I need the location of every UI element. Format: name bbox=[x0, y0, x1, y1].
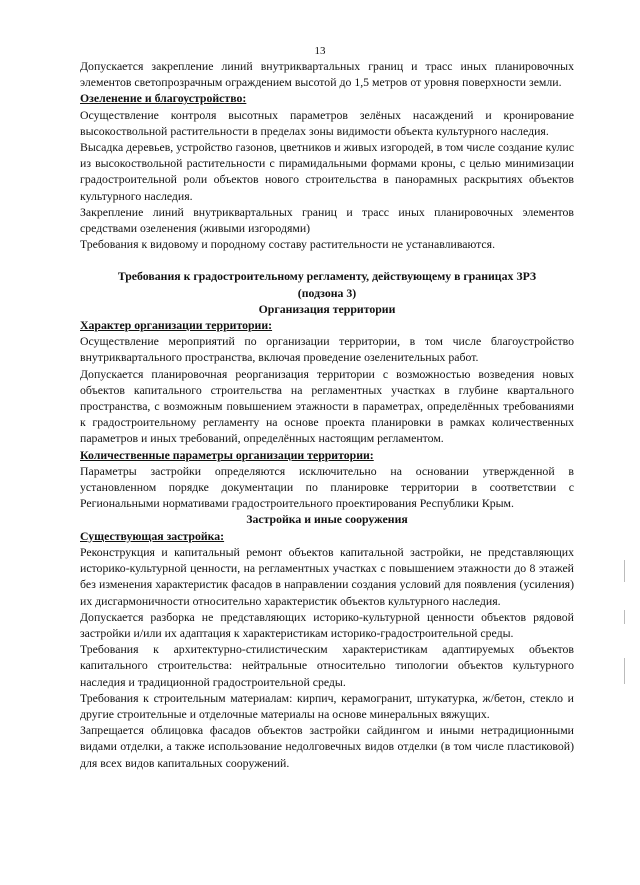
subsection-title-buildings: Застройка и иные сооружения bbox=[246, 512, 408, 527]
page-number: 13 bbox=[314, 45, 326, 57]
heading-greenery: Озеленение и благоустройство: bbox=[80, 91, 247, 106]
paragraph-fence-transparent: Допускается закрепление линий внутриквартальных границ и трасс иных планировочных элементов светопрозрачным ограждением высотой до 1,5 метров от уровня поверхности земли. bbox=[80, 59, 574, 90]
paragraph-demolition: Допускается разборка не представляющих историко-культурной ценности объектов рядовой застройки и/или их адаптация к характеристикам историко-градостроительной среды. bbox=[80, 609, 574, 640]
heading-existing-buildings: Существующая застройка: bbox=[80, 528, 225, 543]
paragraph-facade-prohibition: Запрещается облицовка фасадов объектов застройки сайдингом и иными нетрадиционными видами отделки, а также использование недолговечных видов отделки (в том числе пластиковой) для всех видов капитальных сооружений. bbox=[80, 723, 574, 770]
paragraph-tree-planting: Высадка деревьев, устройство газонов, цветников и живых изгородей, в том числе создание кулис из высокоствольной растительности с пирамидальными формами кроны, с целью минимизации градостроительной роли объектов нового строительства в панорамных раскрытиях объектов культурного наследия. bbox=[80, 140, 574, 203]
scan-margin-marks bbox=[624, 560, 630, 720]
section-subtitle: (подзона 3) bbox=[297, 285, 357, 300]
paragraph-development-parameters: Параметры застройки определяются исключительно на основании утвержденной в установленном порядке документации по планировке территории в соответствии с Региональными нормативами градостроительного проектирования Республики Крым. bbox=[80, 463, 574, 511]
paragraph-hedges: Закрепление линий внутриквартальных границ и трасс иных планировочных элементов средствами озеленения (живыми изгородями) bbox=[80, 204, 574, 236]
paragraph-materials: Требования к строительным материалам: кирпич, керамогранит, штукатурка, ж/бетон, стекло и другие строительные и отделочные материалы на основе минеральных вяжущих. bbox=[80, 690, 574, 721]
section-title: Требования к градостроительному регламенту, действующему в границах ЗРЗ bbox=[117, 269, 537, 284]
section-gap bbox=[80, 252, 574, 268]
heading-territory-character: Характер организации территории: bbox=[80, 318, 273, 333]
paragraph-architectural-requirements: Требования к архитектурно-стилистическим характеристикам адаптируемых объектов капитального строительства: нейтральные относительно типологии объектов культурного наследия и традиционной градостроительной среды. bbox=[80, 642, 574, 689]
document-body bbox=[80, 58, 574, 771]
paragraph-reconstruction: Реконструкция и капитальный ремонт объектов капитальной застройки, не представляющих историко-культурной ценности, на регламентных участках с повышением этажности до 8 этажей без изменения характеристик фасадов в направлении создания условий для появления (усиления) их дисгармоничности относительно характеристик объектов культурного наследия. bbox=[80, 544, 574, 608]
paragraph-territory-measures: Осуществление мероприятий по организации территории, в том числе благоустройство внутриквартального пространства, включая проведение озеленительных работ. bbox=[80, 334, 574, 365]
paragraph-tree-height-control: Осуществление контроля высотных параметров зелёных насаждений и кронирование высокоствольной растительности в пределах зоны видимости объекта культурного наследия. bbox=[80, 107, 574, 138]
paragraph-planning-reorganization: Допускается планировочная реорганизация территории с возможностью возведения новых объектов капитального строительства на регламентных участках в глубине квартального пространства, с возможным повышением этажности в параметрах, определённых требованиями к градостроительному регламенту на основе проекта планировки в рамках количественных параметров и иных требований, определённых настоящим регламентом. bbox=[80, 366, 574, 446]
subsection-title-territory: Организация территории bbox=[258, 301, 396, 316]
paragraph-species-requirements: Требования к видовому и породному составу растительности не устанавливаются. bbox=[80, 237, 496, 252]
heading-quantitative-parameters: Количественные параметры организации территории: bbox=[80, 447, 374, 462]
